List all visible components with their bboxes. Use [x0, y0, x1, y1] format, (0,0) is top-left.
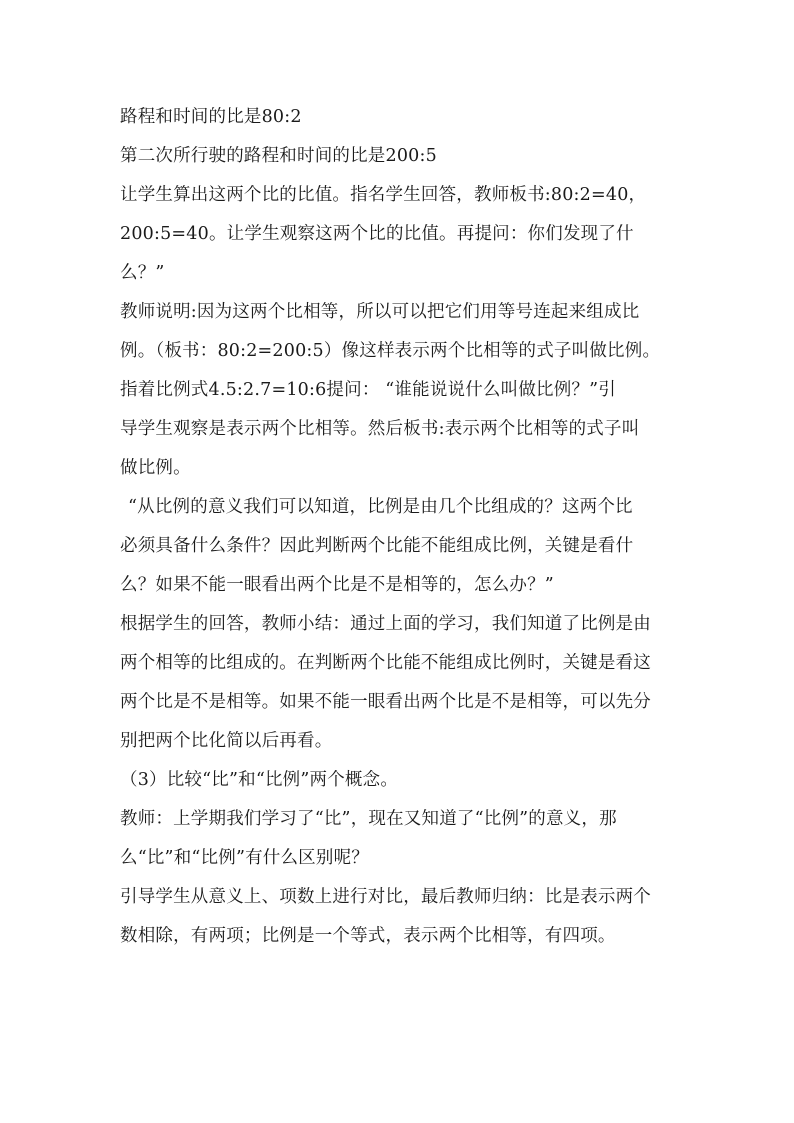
text-line: （3）比较“比”和“比例”两个概念。: [120, 770, 399, 790]
text-line: 路程和时间的比是80:2: [120, 107, 302, 127]
text-line: 引导学生从意义上、项数上进行对比，最后教师归纳：比是表示两个: [120, 887, 651, 907]
text-line: 数相除，有两项；比例是一个等式，表示两个比相等，有四项。: [120, 926, 616, 946]
text-line: 两个相等的比组成的。在判断两个比能不能组成比例时，关键是看这: [120, 653, 651, 673]
text-line: 导学生观察是表示两个比相等。然后板书:表示两个比相等的式子叫: [120, 419, 640, 439]
text-line: 么？如果不能一眼看出两个比是不是相等的，怎么办？”: [120, 575, 554, 595]
text-line: 指着比例式4.5:2.7=10:6提问： “谁能说说什么叫做比例？”引: [120, 380, 616, 400]
text-line: 让学生算出这两个比的比值。指名学生回答，教师板书:80:2=40，: [120, 185, 647, 205]
text-line: 么？”: [120, 263, 165, 283]
text-line: 例。（板书：80:2=200:5）像这样表示两个比相等的式子叫做比例。: [120, 341, 661, 361]
text-line: 么“比”和“比例”有什么区别呢？: [120, 848, 369, 868]
text-line: 别把两个比化简以后再看。: [120, 731, 333, 751]
text-line: “从比例的意义我们可以知道，比例是由几个比组成的？这两个比: [128, 497, 633, 517]
document-body: [120, 102, 680, 952]
text-line: 根据学生的回答，教师小结：通过上面的学习，我们知道了比例是由: [120, 614, 651, 634]
text-line: 教师：上学期我们学习了“比”，现在又知道了“比例”的意义，那: [120, 809, 617, 829]
text-line: 两个比是不是相等。如果不能一眼看出两个比是不是相等，可以先分: [120, 692, 651, 712]
text-line: 做比例。: [120, 458, 191, 478]
text-line: 第二次所行驶的路程和时间的比是200:5: [120, 146, 437, 166]
text-line: 教师说明:因为这两个比相等，所以可以把它们用等号连起来组成比: [120, 302, 640, 322]
text-line: 必须具备什么条件？因此判断两个比能不能组成比例，关键是看什: [120, 536, 634, 556]
text-line: 200:5=40。让学生观察这两个比的比值。再提问：你们发现了什: [120, 224, 634, 244]
